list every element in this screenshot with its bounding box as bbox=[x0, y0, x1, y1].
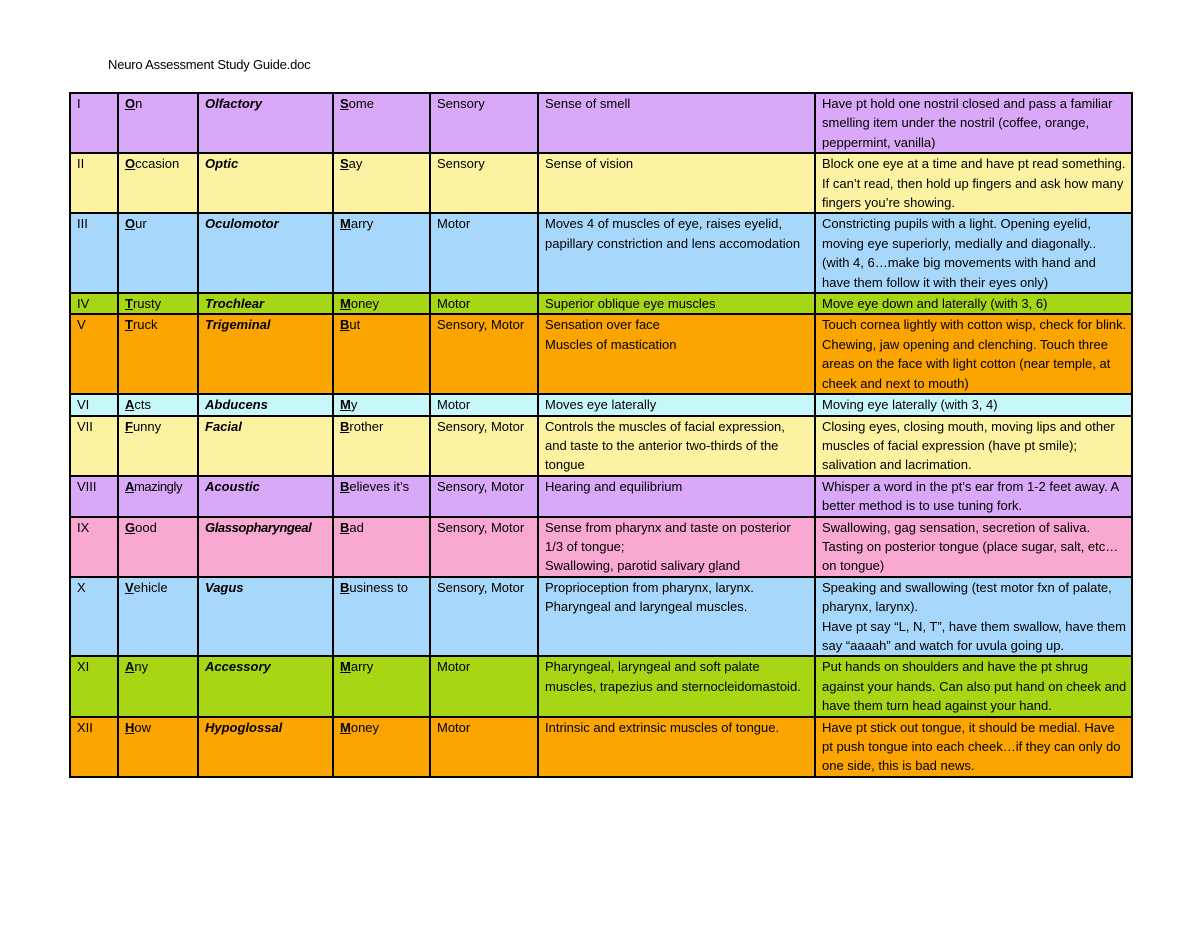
nerve-function: Intrinsic and extrinsic muscles of tongue. bbox=[538, 717, 815, 777]
mnemonic-type-word: But bbox=[333, 314, 430, 394]
nerve-type: Sensory, Motor bbox=[430, 314, 538, 394]
nerve-numeral: VI bbox=[70, 394, 118, 415]
nerve-numeral: VII bbox=[70, 416, 118, 476]
table-row bbox=[70, 717, 1132, 777]
nerve-function: Hearing and equilibrium bbox=[538, 476, 815, 517]
mnemonic-word: Any bbox=[118, 656, 198, 716]
nerve-type: Sensory, Motor bbox=[430, 416, 538, 476]
nerve-type: Sensory bbox=[430, 153, 538, 213]
nerve-name: Accessory bbox=[198, 656, 333, 716]
table-row bbox=[70, 416, 1132, 476]
mnemonic-word: Truck bbox=[118, 314, 198, 394]
nerve-name: Glassopharyngeal bbox=[198, 517, 333, 577]
nerve-type: Sensory, Motor bbox=[430, 517, 538, 577]
assessment-test: Have pt hold one nostril closed and pass a familiar smelling item under the nostril (coffee, orange, peppermint, vanilla) bbox=[815, 93, 1132, 153]
table-row bbox=[70, 656, 1132, 716]
nerve-function: Superior oblique eye muscles bbox=[538, 293, 815, 314]
table-row bbox=[70, 93, 1132, 153]
assessment-test: Have pt stick out tongue, it should be medial. Have pt push tongue into each cheek…if they can only do one side, this is bad news. bbox=[815, 717, 1132, 777]
mnemonic-word: Occasion bbox=[118, 153, 198, 213]
assessment-test: Whisper a word in the pt’s ear from 1-2 feet away. A better method is to use tuning fork. bbox=[815, 476, 1132, 517]
table-row bbox=[70, 577, 1132, 657]
assessment-test: Closing eyes, closing mouth, moving lips and other muscles of facial expression (have pt smile); salivation and lacrimation. bbox=[815, 416, 1132, 476]
mnemonic-word: Trusty bbox=[118, 293, 198, 314]
table-row bbox=[70, 394, 1132, 415]
nerve-numeral: II bbox=[70, 153, 118, 213]
mnemonic-word: On bbox=[118, 93, 198, 153]
document-title: Neuro Assessment Study Guide.doc bbox=[108, 57, 311, 72]
mnemonic-type-word: Believes it’s bbox=[333, 476, 430, 517]
assessment-test: Touch cornea lightly with cotton wisp, check for blink. Chewing, jaw opening and clenching. Touch three areas on the face with light cotton (near temple, at cheek and next to mouth) bbox=[815, 314, 1132, 394]
assessment-test: Block one eye at a time and have pt read something. If can’t read, then hold up fingers and ask how many fingers you’re showing. bbox=[815, 153, 1132, 213]
mnemonic-type-word: Marry bbox=[333, 656, 430, 716]
assessment-test: Put hands on shoulders and have the pt shrug against your hands. Can also put hand on cheek and have them turn head against your hand. bbox=[815, 656, 1132, 716]
table-row bbox=[70, 314, 1132, 394]
nerve-name: Acoustic bbox=[198, 476, 333, 517]
table-row bbox=[70, 153, 1132, 213]
nerve-function: Sense of vision bbox=[538, 153, 815, 213]
nerve-type: Sensory, Motor bbox=[430, 476, 538, 517]
mnemonic-word: Vehicle bbox=[118, 577, 198, 657]
nerve-name: Trigeminal bbox=[198, 314, 333, 394]
nerve-numeral: X bbox=[70, 577, 118, 657]
mnemonic-word: Good bbox=[118, 517, 198, 577]
nerve-name: Optic bbox=[198, 153, 333, 213]
nerve-name: Olfactory bbox=[198, 93, 333, 153]
mnemonic-word: Acts bbox=[118, 394, 198, 415]
mnemonic-type-word: Some bbox=[333, 93, 430, 153]
nerve-function: Sense from pharynx and taste on posterior 1/3 of tongue; Swallowing, parotid salivary gland bbox=[538, 517, 815, 577]
nerve-name: Facial bbox=[198, 416, 333, 476]
nerve-numeral: V bbox=[70, 314, 118, 394]
mnemonic-word: Funny bbox=[118, 416, 198, 476]
nerve-type: Motor bbox=[430, 293, 538, 314]
assessment-test: Moving eye laterally (with 3, 4) bbox=[815, 394, 1132, 415]
mnemonic-type-word: Business to bbox=[333, 577, 430, 657]
assessment-test: Move eye down and laterally (with 3, 6) bbox=[815, 293, 1132, 314]
mnemonic-word: Amazingly bbox=[118, 476, 198, 517]
nerve-function: Controls the muscles of facial expression, and taste to the anterior two-thirds of the tongue bbox=[538, 416, 815, 476]
nerve-function: Moves 4 of muscles of eye, raises eyelid, papillary constriction and lens accomodation bbox=[538, 213, 815, 293]
mnemonic-word: Our bbox=[118, 213, 198, 293]
nerve-type: Sensory bbox=[430, 93, 538, 153]
mnemonic-type-word: My bbox=[333, 394, 430, 415]
nerve-numeral: XI bbox=[70, 656, 118, 716]
nerve-numeral: VIII bbox=[70, 476, 118, 517]
nerve-function: Sensation over face Muscles of mastication bbox=[538, 314, 815, 394]
assessment-test: Swallowing, gag sensation, secretion of saliva. Tasting on posterior tongue (place sugar, salt, etc…on tongue) bbox=[815, 517, 1132, 577]
nerve-numeral: XII bbox=[70, 717, 118, 777]
nerve-function: Sense of smell bbox=[538, 93, 815, 153]
nerve-numeral: I bbox=[70, 93, 118, 153]
nerve-type: Motor bbox=[430, 213, 538, 293]
nerve-function: Proprioception from pharynx, larynx. Pharyngeal and laryngeal muscles. bbox=[538, 577, 815, 657]
table-row bbox=[70, 476, 1132, 517]
mnemonic-type-word: Marry bbox=[333, 213, 430, 293]
nerve-name: Vagus bbox=[198, 577, 333, 657]
table-row bbox=[70, 293, 1132, 314]
nerve-numeral: IV bbox=[70, 293, 118, 314]
nerve-type: Motor bbox=[430, 394, 538, 415]
nerve-numeral: III bbox=[70, 213, 118, 293]
assessment-test: Speaking and swallowing (test motor fxn of palate, pharynx, larynx). Have pt say “L, N, T”, have them swallow, have them say “aaaah” and watch for uvula going up. bbox=[815, 577, 1132, 657]
mnemonic-type-word: Money bbox=[333, 293, 430, 314]
nerve-type: Motor bbox=[430, 717, 538, 777]
cranial-nerves-table bbox=[69, 92, 1133, 778]
nerve-function: Pharyngeal, laryngeal and soft palate muscles, trapezius and sternocleidomastoid. bbox=[538, 656, 815, 716]
nerve-numeral: IX bbox=[70, 517, 118, 577]
mnemonic-type-word: Brother bbox=[333, 416, 430, 476]
mnemonic-word: How bbox=[118, 717, 198, 777]
mnemonic-type-word: Say bbox=[333, 153, 430, 213]
nerve-name: Oculomotor bbox=[198, 213, 333, 293]
table-row bbox=[70, 517, 1132, 577]
nerve-type: Sensory, Motor bbox=[430, 577, 538, 657]
nerve-name: Abducens bbox=[198, 394, 333, 415]
nerve-type: Motor bbox=[430, 656, 538, 716]
nerve-function: Moves eye laterally bbox=[538, 394, 815, 415]
nerve-name: Trochlear bbox=[198, 293, 333, 314]
assessment-test: Constricting pupils with a light. Opening eyelid, moving eye superiorly, medially and diagonally.. (with 4, 6…make big movements with hand and have them follow it with their eyes only) bbox=[815, 213, 1132, 293]
nerve-name: Hypoglossal bbox=[198, 717, 333, 777]
table-row bbox=[70, 213, 1132, 293]
mnemonic-type-word: Money bbox=[333, 717, 430, 777]
mnemonic-type-word: Bad bbox=[333, 517, 430, 577]
